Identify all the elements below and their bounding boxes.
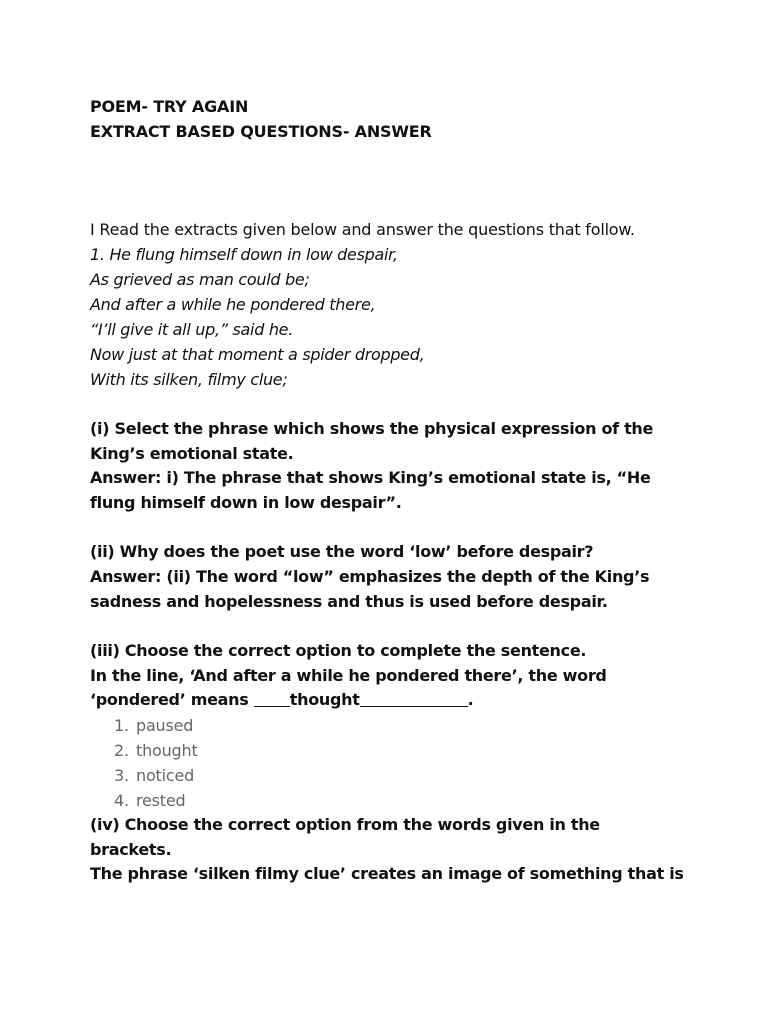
instructions-text: I Read the extracts given below and answer the questions that follow.: [90, 220, 635, 239]
list-item: [90, 713, 710, 738]
sentence-start: ‘pondered’ means: [90, 690, 254, 710]
question-text: (iii) Choose the correct option to complete the sentence.: [90, 641, 587, 661]
blank-line: [254, 689, 290, 707]
answer-text: Answer: (ii) The word “low” emphasizes the depth of the King’s: [90, 566, 650, 586]
question-2: [90, 540, 710, 614]
answer-text: sadness and hopelessness and thus is used before despair.: [90, 591, 608, 611]
question-text: (ii) Why does the poet use the word ‘low’ before despair?: [90, 542, 594, 562]
option-number: 4.: [114, 790, 129, 810]
list-item: [90, 788, 710, 813]
poem-title: POEM- TRY AGAIN: [90, 97, 249, 116]
sentence-end: .: [467, 690, 474, 710]
fill-answer: thought: [289, 690, 360, 710]
question-4: [90, 813, 710, 887]
option-number: 2.: [114, 740, 129, 760]
sentence-text: In the line, ‘And after a while he pondered there’, the word: [90, 665, 607, 685]
poem-line: As grieved as man could be;: [90, 270, 310, 289]
option-number: 3.: [114, 765, 129, 785]
question-1: [90, 417, 710, 515]
answer-text: flung himself down in low despair”.: [90, 492, 402, 512]
option-number: 1.: [114, 715, 129, 735]
list-item: [90, 738, 710, 763]
question-text: brackets.: [90, 839, 172, 859]
poem-line: Now just at that moment a spider dropped,: [90, 345, 425, 364]
poem-line: “I’ll give it all up,” said he.: [90, 320, 294, 339]
option-text: paused: [136, 715, 194, 735]
blank-line: [360, 689, 468, 707]
option-text: noticed: [136, 765, 195, 785]
fill-in-sentence: [90, 688, 710, 713]
section-title: EXTRACT BASED QUESTIONS- ANSWER: [90, 122, 432, 141]
question-text: King’s emotional state.: [90, 443, 294, 463]
question-text: (i) Select the phrase which shows the physical expression of the: [90, 419, 654, 438]
poem-line: With its silken, filmy clue;: [90, 370, 288, 389]
option-text: thought: [136, 740, 198, 760]
option-text: rested: [136, 790, 186, 810]
poem-extract: [90, 242, 710, 392]
sentence-text: The phrase ‘silken filmy clue’ creates an image of something that is: [90, 864, 684, 884]
question-text: (iv) Choose the correct option from the words given in the: [90, 814, 600, 834]
options-list: [90, 713, 710, 813]
poem-line: And after a while he pondered there,: [90, 295, 376, 314]
document-content: [90, 94, 710, 887]
answer-text: Answer: i) The phrase that shows King’s emotional state is, “He: [90, 468, 651, 488]
poem-line: 1. He flung himself down in low despair,: [90, 245, 398, 264]
list-item: [90, 763, 710, 788]
question-3: [90, 639, 710, 813]
